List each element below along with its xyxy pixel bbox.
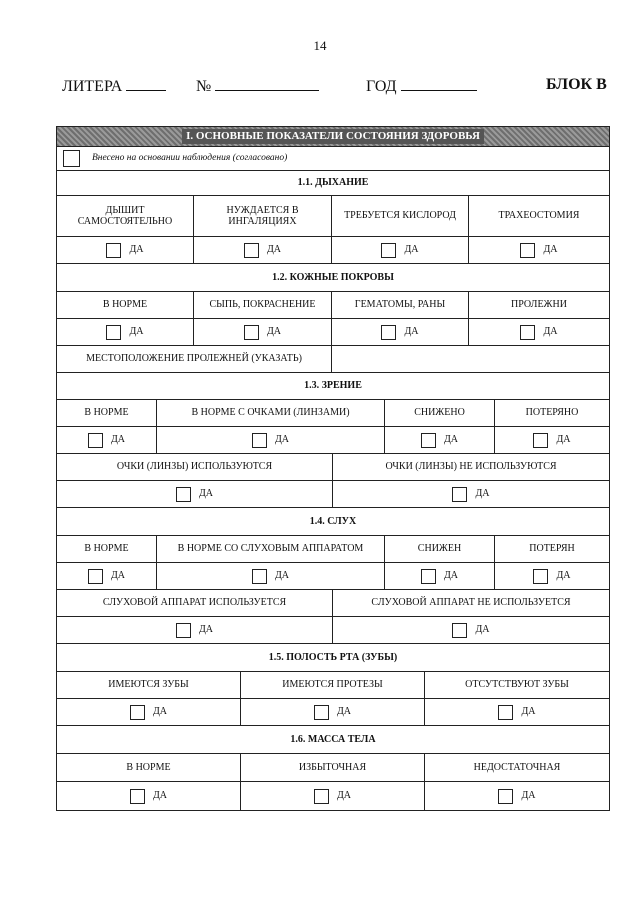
teeth-option-2: ОТСУТСТВУЮТ ЗУБЫ [465, 679, 569, 691]
breathing-yes-1[interactable]: ДА [194, 237, 332, 263]
bedsore-location-input[interactable] [332, 346, 609, 372]
checkbox[interactable] [452, 487, 467, 502]
health-indicators-form [56, 126, 610, 811]
breathing-option-3: ТРАХЕОСТОМИЯ [498, 210, 580, 222]
number-field [196, 76, 319, 96]
number-input-line[interactable] [215, 76, 319, 91]
checkbox[interactable] [176, 487, 191, 502]
breathing-yes-2[interactable]: ДА [332, 237, 469, 263]
vision-option-3: ПОТЕРЯНО [525, 407, 579, 419]
observation-note-row [57, 147, 609, 170]
hearing-option-3: ПОТЕРЯН [529, 543, 575, 555]
glasses-not-used-label: ОЧКИ (ЛИНЗЫ) НЕ ИСПОЛЬЗУЮТСЯ [385, 461, 557, 473]
checkbox[interactable] [520, 325, 535, 340]
hearing-aid-used-yes[interactable]: ДА [57, 617, 333, 643]
skin-yes-0[interactable]: ДА [57, 319, 194, 345]
skin-option-3: ПРОЛЕЖНИ [511, 299, 567, 311]
teeth-section-title: 1.5. ПОЛОСТЬ РТА (ЗУБЫ) [268, 651, 398, 663]
observation-note: Внесено на основании наблюдения (согласовано) [92, 153, 288, 164]
checkbox[interactable] [244, 325, 259, 340]
vision-option-1: В НОРМЕ С ОЧКАМИ (ЛИНЗАМИ) [157, 400, 385, 426]
hearing-aid-not-used-label: СЛУХОВОЙ АППАРАТ НЕ ИСПОЛЬЗУЕТСЯ [371, 597, 571, 609]
vision-yes-3[interactable]: ДА [495, 427, 609, 453]
hearing-section-title: 1.4. СЛУХ [309, 515, 357, 527]
observation-checkbox[interactable] [63, 150, 80, 167]
checkbox[interactable] [498, 705, 513, 720]
glasses-used-label: ОЧКИ (ЛИНЗЫ) ИСПОЛЬЗУЮТСЯ [57, 454, 333, 480]
skin-yes-2[interactable]: ДА [332, 319, 469, 345]
checkbox[interactable] [452, 623, 467, 638]
number-label: № [196, 78, 212, 95]
checkbox[interactable] [88, 433, 103, 448]
weight-yes-2[interactable]: ДА [425, 782, 609, 810]
litera-field [62, 76, 166, 96]
year-input-line[interactable] [401, 76, 477, 91]
hearing-aid-not-used-yes[interactable]: ДА [333, 617, 609, 643]
vision-option-2: СНИЖЕНО [385, 400, 495, 426]
checkbox[interactable] [252, 433, 267, 448]
vision-yes-1[interactable]: ДА [157, 427, 385, 453]
hearing-option-1: В НОРМЕ СО СЛУХОВЫМ АППАРАТОМ [157, 536, 385, 562]
hearing-yes-3[interactable]: ДА [495, 563, 609, 589]
weight-yes-1[interactable]: ДА [241, 782, 425, 810]
form-title: I. ОСНОВНЫЕ ПОКАЗАТЕЛИ СОСТОЯНИЯ ЗДОРОВЬЯ [57, 127, 609, 146]
checkbox[interactable] [106, 243, 121, 258]
skin-option-0: В НОРМЕ [57, 292, 194, 318]
skin-yes-1[interactable]: ДА [194, 319, 332, 345]
checkbox[interactable] [533, 433, 548, 448]
breathing-yes-0[interactable]: ДА [57, 237, 194, 263]
hearing-option-2: СНИЖЕН [385, 536, 495, 562]
breathing-option-1: НУЖДАЕТСЯ В ИНГАЛЯЦИЯХ [194, 196, 332, 236]
weight-option-0: В НОРМЕ [57, 754, 241, 781]
hearing-aid-used-label: СЛУХОВОЙ АППАРАТ ИСПОЛЬЗУЕТСЯ [57, 590, 333, 616]
checkbox[interactable] [314, 705, 329, 720]
checkbox[interactable] [130, 789, 145, 804]
glasses-used-yes[interactable]: ДА [57, 481, 333, 507]
checkbox[interactable] [533, 569, 548, 584]
hearing-yes-2[interactable]: ДА [385, 563, 495, 589]
vision-section-title: 1.3. ЗРЕНИЕ [304, 380, 362, 392]
checkbox[interactable] [421, 569, 436, 584]
checkbox[interactable] [314, 789, 329, 804]
teeth-option-0: ИМЕЮТСЯ ЗУБЫ [57, 672, 241, 698]
teeth-yes-2[interactable]: ДА [425, 699, 609, 725]
page-number: 14 [313, 38, 327, 53]
block-label: БЛОК В [546, 76, 607, 93]
weight-yes-0[interactable]: ДА [57, 782, 241, 810]
weight-section-title: 1.6. МАССА ТЕЛА [290, 733, 376, 745]
vision-option-0: В НОРМЕ [57, 400, 157, 426]
teeth-option-1: ИМЕЮТСЯ ПРОТЕЗЫ [241, 672, 425, 698]
checkbox[interactable] [244, 243, 259, 258]
teeth-yes-1[interactable]: ДА [241, 699, 425, 725]
skin-option-2: ГЕМАТОМЫ, РАНЫ [332, 292, 469, 318]
skin-yes-3[interactable]: ДА [469, 319, 609, 345]
breathing-yes-3[interactable]: ДА [469, 237, 609, 263]
checkbox[interactable] [421, 433, 436, 448]
hearing-yes-1[interactable]: ДА [157, 563, 385, 589]
teeth-yes-0[interactable]: ДА [57, 699, 241, 725]
checkbox[interactable] [381, 243, 396, 258]
breathing-section-title: 1.1. ДЫХАНИЕ [297, 177, 369, 189]
litera-label: ЛИТЕРА [62, 78, 123, 95]
weight-option-1: ИЗБЫТОЧНАЯ [241, 754, 425, 781]
glasses-not-used-yes[interactable]: ДА [333, 481, 609, 507]
checkbox[interactable] [88, 569, 103, 584]
checkbox[interactable] [498, 789, 513, 804]
vision-yes-0[interactable]: ДА [57, 427, 157, 453]
hearing-option-0: В НОРМЕ [57, 536, 157, 562]
litera-input-line[interactable] [126, 76, 166, 91]
checkbox[interactable] [130, 705, 145, 720]
year-field [366, 76, 477, 96]
hearing-yes-0[interactable]: ДА [57, 563, 157, 589]
checkbox[interactable] [106, 325, 121, 340]
checkbox[interactable] [520, 243, 535, 258]
bedsore-location-label: МЕСТОПОЛОЖЕНИЕ ПРОЛЕЖНЕЙ (УКАЗАТЬ) [57, 346, 332, 372]
skin-section-title: 1.2. КОЖНЫЕ ПОКРОВЫ [272, 271, 394, 283]
checkbox[interactable] [176, 623, 191, 638]
vision-yes-2[interactable]: ДА [385, 427, 495, 453]
checkbox[interactable] [252, 569, 267, 584]
skin-option-1: СЫПЬ, ПОКРАСНЕНИЕ [194, 292, 332, 318]
breathing-option-0: ДЫШИТ САМОСТОЯТЕЛЬНО [57, 196, 194, 236]
weight-option-2: НЕДОСТАТОЧНАЯ [473, 761, 561, 773]
checkbox[interactable] [381, 325, 396, 340]
year-label: ГОД [366, 78, 397, 95]
breathing-option-2: ТРЕБУЕТСЯ КИСЛОРОД [332, 196, 469, 236]
